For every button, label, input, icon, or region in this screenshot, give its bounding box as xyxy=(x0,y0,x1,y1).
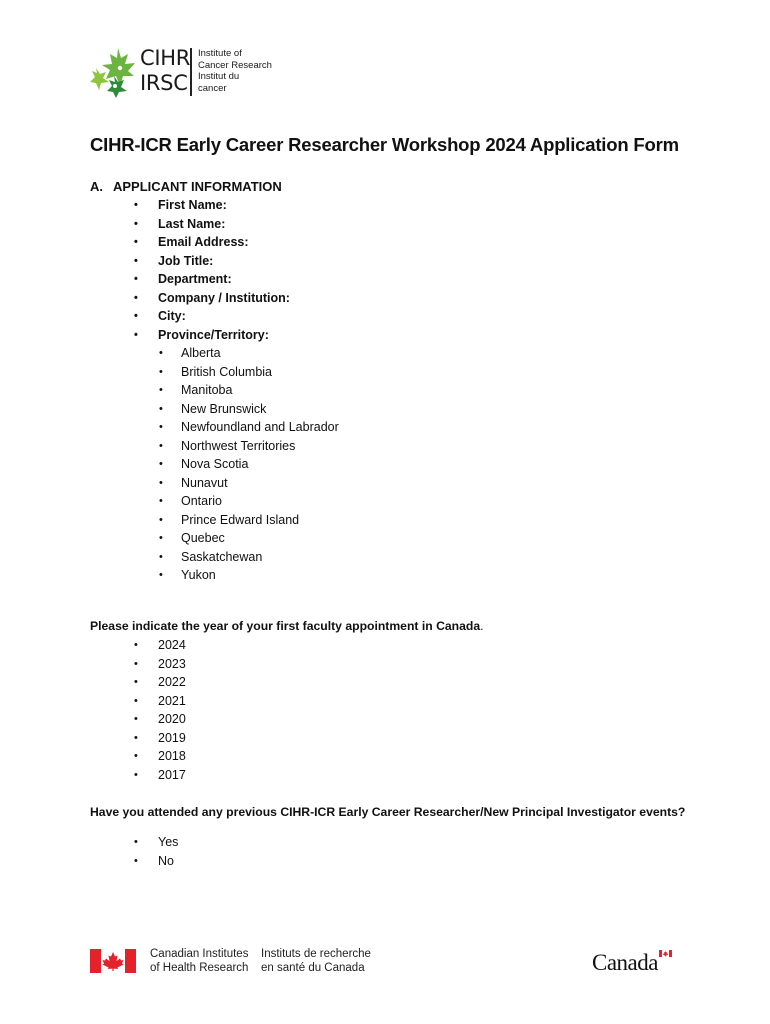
province-option-nova-scotia[interactable] xyxy=(159,455,339,474)
document-title: CIHR-ICR Early Career Researcher Workshop 2024 Application Form xyxy=(90,134,679,155)
logo-acronym-fr: IRSC xyxy=(140,71,188,95)
option-label: Manitoba xyxy=(181,383,233,397)
bullet-icon: • xyxy=(134,254,138,267)
footer-org-en-line1: Canadian Institutes xyxy=(150,948,249,960)
bullet-icon: • xyxy=(159,458,163,470)
section-number: A. xyxy=(90,179,103,194)
bullet-icon: • xyxy=(134,273,138,285)
field-label: Email Address: xyxy=(158,235,249,249)
province-option-yukon[interactable] xyxy=(159,566,339,585)
option-label: 2024 xyxy=(158,638,186,652)
province-option-manitoba[interactable] xyxy=(159,381,339,400)
province-option-northwest-territories[interactable] xyxy=(159,437,339,456)
logo-acronym-en: CIHR xyxy=(140,46,191,70)
bullet-icon: • xyxy=(134,854,138,867)
option-label: Yes xyxy=(158,835,179,849)
province-option-new-brunswick[interactable] xyxy=(159,400,339,419)
year-options-list xyxy=(134,636,186,784)
logo-name-fr-line2: cancer xyxy=(198,82,227,94)
year-option-2019[interactable] xyxy=(134,729,186,748)
footer-org-en-line2: of Health Research xyxy=(150,961,249,974)
year-option-2022[interactable] xyxy=(134,673,186,692)
bullet-icon: • xyxy=(134,236,138,248)
applicant-fields-list xyxy=(134,196,339,344)
option-label: 2018 xyxy=(158,749,186,763)
bullet-icon: • xyxy=(134,217,138,230)
field-city[interactable] xyxy=(134,307,339,326)
field-label: Job Title: xyxy=(158,253,214,268)
option-label: 2020 xyxy=(158,712,186,726)
footer-org-fr-line2: en santé du Canada xyxy=(261,961,365,974)
year-option-2021[interactable] xyxy=(134,692,186,711)
bullet-icon: • xyxy=(159,569,163,581)
option-label: Quebec xyxy=(181,531,225,545)
logo-name-en-line1: Institute of xyxy=(198,48,242,59)
field-province-territory xyxy=(134,326,339,345)
field-label: Last Name: xyxy=(158,216,226,231)
first-appointment-year-question xyxy=(90,617,484,635)
field-first-name[interactable] xyxy=(134,196,339,215)
province-option-prince-edward-island[interactable] xyxy=(159,511,339,530)
bullet-icon: • xyxy=(159,550,163,563)
bullet-icon: • xyxy=(134,639,138,651)
field-label: Department: xyxy=(158,272,232,286)
bullet-icon: • xyxy=(159,476,163,489)
field-department[interactable] xyxy=(134,270,339,289)
logo-institute-names xyxy=(198,48,290,94)
bullet-icon: • xyxy=(134,836,138,848)
bullet-icon: • xyxy=(159,439,163,452)
option-label: 2022 xyxy=(158,675,186,689)
province-option-british-columbia[interactable] xyxy=(159,363,339,382)
previous-events-question: Have you attended any previous CIHR-ICR Early Career Researcher/New Principal Investigator events? xyxy=(90,805,686,819)
bullet-icon: • xyxy=(134,731,138,744)
bullet-icon: • xyxy=(134,676,138,688)
year-option-2018[interactable] xyxy=(134,747,186,766)
year-option-2024[interactable] xyxy=(134,636,186,655)
year-option-2020[interactable] xyxy=(134,710,186,729)
section-heading xyxy=(90,177,339,196)
option-no[interactable] xyxy=(134,852,178,871)
year-option-2023[interactable] xyxy=(134,655,186,674)
logo-acronyms xyxy=(140,46,190,96)
field-label: City: xyxy=(158,309,186,323)
option-label: 2017 xyxy=(158,767,186,782)
option-label: Northwest Territories xyxy=(181,438,296,453)
province-option-nunavut[interactable] xyxy=(159,474,339,493)
province-option-quebec[interactable] xyxy=(159,529,339,548)
canada-wordmark xyxy=(592,947,674,977)
section-heading-text: APPLICANT INFORMATION xyxy=(113,179,282,194)
field-email-address[interactable] xyxy=(134,233,339,252)
option-label: New Brunswick xyxy=(181,401,267,416)
bullet-icon: • xyxy=(159,421,163,433)
option-label: British Columbia xyxy=(181,364,273,379)
option-label: Saskatchewan xyxy=(181,549,263,564)
option-label: 2023 xyxy=(158,656,186,671)
bullet-icon: • xyxy=(159,532,163,544)
bullet-icon: • xyxy=(134,310,138,322)
field-label: Province/Territory: xyxy=(158,327,269,342)
option-label: Ontario xyxy=(181,494,222,508)
bullet-icon: • xyxy=(159,365,163,378)
province-option-saskatchewan[interactable] xyxy=(159,548,339,567)
bullet-icon: • xyxy=(134,750,138,762)
previous-events-options-list xyxy=(134,833,179,870)
bullet-icon: • xyxy=(159,495,163,507)
option-label: 2019 xyxy=(158,730,186,745)
option-label: Newfoundland and Labrador xyxy=(181,420,339,434)
option-label: Nova Scotia xyxy=(181,457,249,471)
canada-wordmark-text: Canada xyxy=(592,950,658,975)
province-options-list xyxy=(159,344,339,585)
field-company-institution[interactable] xyxy=(134,289,339,308)
footer-org-name-en xyxy=(150,948,248,975)
field-label: Company / Institution: xyxy=(158,290,290,305)
option-label: Nunavut xyxy=(181,475,228,490)
wordmark-flag-icon xyxy=(659,950,672,957)
province-option-ontario[interactable] xyxy=(159,492,339,511)
option-label: Prince Edward Island xyxy=(181,512,300,527)
bullet-icon: • xyxy=(134,657,138,670)
bullet-icon: • xyxy=(159,347,163,359)
logo-name-fr-line1: Institut du xyxy=(198,71,240,82)
canada-flag-icon xyxy=(90,949,136,973)
province-option-alberta[interactable] xyxy=(159,344,339,363)
bullet-icon: • xyxy=(134,291,138,304)
bullet-icon: • xyxy=(134,199,138,211)
footer-org-name-fr xyxy=(261,948,371,975)
option-label: 2021 xyxy=(158,693,186,708)
logo-divider xyxy=(190,48,192,96)
bullet-icon: • xyxy=(134,328,138,341)
bullet-icon: • xyxy=(159,513,163,526)
bullet-icon: • xyxy=(134,768,138,781)
field-label: First Name: xyxy=(158,198,227,212)
option-label: Alberta xyxy=(181,346,221,360)
maple-leaf-figures-icon xyxy=(90,46,142,98)
logo-name-en-line2: Cancer Research xyxy=(198,59,272,71)
bullet-icon: • xyxy=(134,713,138,725)
question-text: Please indicate the year of your first faculty appointment in Canada xyxy=(90,619,481,633)
question-period: . xyxy=(480,619,484,633)
option-yes[interactable] xyxy=(134,833,179,852)
field-job-title[interactable] xyxy=(134,252,339,271)
bullet-icon: • xyxy=(134,694,138,707)
option-label: No xyxy=(158,853,174,868)
province-option-newfoundland-and-labrador[interactable] xyxy=(159,418,339,437)
footer-org-fr-line1: Instituts de recherche xyxy=(261,948,371,960)
field-last-name[interactable] xyxy=(134,215,339,234)
section-applicant-information xyxy=(90,177,339,585)
bullet-icon: • xyxy=(159,402,163,415)
option-label: Yukon xyxy=(181,568,216,582)
year-option-2017[interactable] xyxy=(134,766,186,785)
cihr-icr-logo xyxy=(90,44,290,100)
bullet-icon: • xyxy=(159,384,163,396)
